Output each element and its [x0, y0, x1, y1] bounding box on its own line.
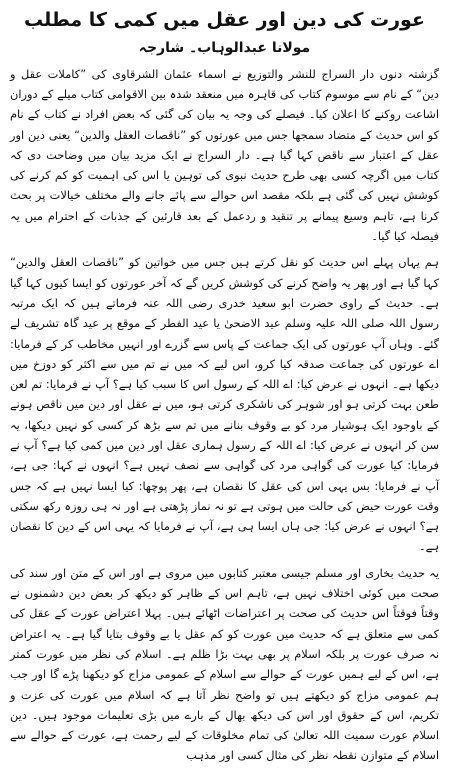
article-title: عورت کی دین اور عقل میں کمی کا مطلب	[24, 9, 425, 31]
article-byline: مولانا عبدالوہاب۔ شارجہ	[138, 39, 311, 56]
article-paragraph: گزشتہ دنوں دار السراج للنشر والتوزیع نے اسماء عثمان الشرقاوی کی ”کاملات عقل و دین“ کے نام سے موسوم کتاب کی قاہرہ میں منعقد شدہ بین الاقوامی کتاب میلے کے دوران اشاعت روکنے کا اعلان کیا۔ فیصلے کی وجہ یہ بیان کی گئی کہ بعض افراد نے کتاب کے نام کو اس حدیث کے متضاد سمجھا جس میں عورتوں کو ”ناقصات العقل والدین“ یعنی دین اور عقل کے اعتبار سے ناقص کہا گیا ہے۔ دار السراج نے ایک مزید بیان میں وضاحت دی کہ کتاب میں اگرچہ کسی بھی طرح حدیث نبوی کی توہین یا اس کی اہمیت کو کم کرنے کی کوشش نہیں کی گئی ہے بلکہ مقصد اس حوالے سے پائے جانے والے مختلف خیالات پر بحث کرنا ہے، تاہم وسیع پیمانے پر تنقید و ردعمل کے بعد قارئین کے جذبات کے احترام میں یہ فیصلہ کیا گیا۔	[10, 66, 439, 244]
article-paragraph: یہ حدیث بخاری اور مسلم جیسی معتبر کتابوں میں مروی ہے اور اس کے متن اور سند کی صحت میں کوئی اختلاف نہیں ہے، تاہم اس کے ظاہر کو دیکھ کر بعض دین دشمنوں نے وقتاً فوقتاً اس حدیث کی صحت پر اعتراضات اٹھائے ہیں۔ پہلا اعتراض عورت کے عقل کی کمی سے متعلق ہے کہ حدیث میں عورت کو کم عقل یا بے وقوف بتایا گیا ہے۔ یہ اعتراض نہ صرف عورت پر بلکہ اسلام پر بھی بہت بڑا ظلم ہے۔ اسلام کی نظر میں عورت کمتر ہے، اس کے لیے ہمیں عورت کے حوالے سے اسلام کے عمومی مزاج کو دیکھنا پڑے گا اور جب ہم عمومی مزاج کو دیکھتے ہیں تو واضح نظر آتا ہے کہ اسلام میں عورت کی عزت و تکریم، اس کے حقوق اور اس کی دیکھ بھال کے بارے میں بڑی تعلیمات موجود ہیں۔ دین اسلام عورت سمیت اللہ تعالیٰ کی تمام مخلوقات کے لیے رحمت ہے، عورت کے حوالے سے اسلام کے متوازن نقطہ نظر کی مثال کسی اور مذہب	[10, 565, 439, 763]
article-paragraph: ہم یہاں پہلے اس حدیث کو نقل کرتے ہیں جس میں خواتین کو ”ناقصات العقل والدین“ کہا گیا ہے اور پھر یہ واضح کرنے کی کوشش کریں گے کہ آخر عورتوں کو ایسا کیوں کہا گیا ہے۔ حدیث کے راوی حضرت ابو سعید خدری رضی اللہ عنہ فرماتے ہیں کہ ایک مرتبہ رسول اللہ صلی اللہ علیہ وسلم عید الاضحیٰ یا عید الفطر کے موقع پر عید گاہ تشریف لے گئے۔ وہاں آپ عورتوں کی ایک جماعت کے پاس سے گزرے اور انہیں مخاطب کر کے فرمایا: اے عورتوں کی جماعت صدقہ کیا کرو، اس لیے کہ میں نے تم میں سے اکثر کو دوزخ میں دیکھا ہے۔ انہوں نے عرض کیا: اے اللہ کے رسول اس کا سبب کیا ہے؟ آپ نے فرمایا: تم لعن طعن بہت کرتی ہو اور شوہر کی ناشکری کرتی ہو، میں نے عقل اور دین میں ناقص ہونے کے باوجود ایک ہوشیار مرد کو بے وقوف بنانے میں تم سے بڑھ کر کسی کو نہیں دیکھا، یہ سن کر انہوں نے عرض کیا: اے اللہ کے رسول ہماری عقل اور دین میں کمی کیا ہے؟ آپ نے فرمایا: کیا عورت کی گواہی مرد کی گواہی سے نصف نہیں ہے؟ انہوں نے کہا: جی ہے، آپ نے فرمایا: بس یہی اس کی عقل کا نقصان ہے، پھر پوچھا: کیا ایسا نہیں ہے کہ جس وقت عورت حیض کی حالت میں ہوتی ہے تو نہ نماز پڑھتی ہے اور نہ ہی روزہ رکھ سکتی ہے؟ انہوں نے عرض کیا: جی ہاں ایسا ہی ہے، آپ نے فرمایا کہ یہی اس کے دین کا نقصان ہے۔	[10, 255, 439, 554]
